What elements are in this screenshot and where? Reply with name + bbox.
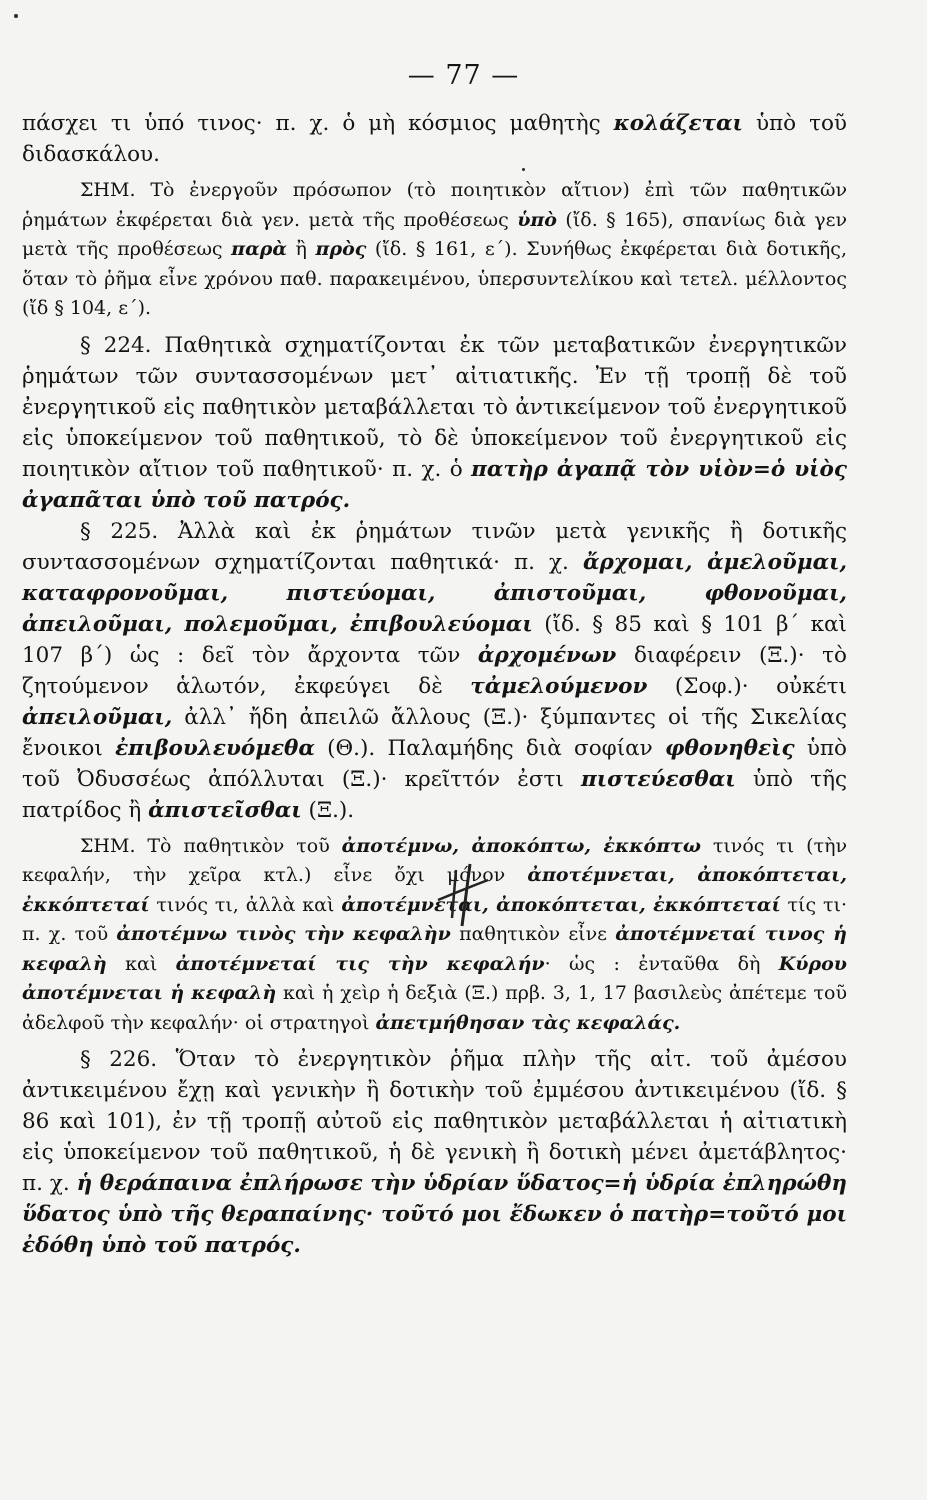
note-paragraph: ΣΗΜ. Τὸ ἐνεργοῦν πρόσωπον (τὸ ποιητικὸν αἴτιον) ἐπὶ τῶν παθητικῶν ῥημάτων ἐκφέρεται διὰ γεν. μετὰ τῆς προθέσεως ὑπὸ (ἴδ. § 165), σπανίως διὰ γεν μετὰ τῆς προθέσεως παρὰ ἢ πρὸς (ἴδ. § 161, ε΄). Συνήθως ἐκφέρεται διὰ δοτικῆς, ὅταν τὸ ῥῆμα εἶνε χρόνου παθ. παρακειμένου, ὑπερσυντελίκου καὶ τετελ. μέλλοντος (ἴδ § 104, ε΄). [22, 179, 847, 319]
page-number: — 77 — [407, 60, 520, 91]
section-225-paragraph: § 225. Ἀλλὰ καὶ ἐκ ῥημάτων τινῶν μετὰ γενικῆς ἢ δοτικῆς συντασσομένων σχηματίζονται παθητικά· π. χ. ἄρχομαι, ἀμελοῦμαι, καταφρονοῦμαι, πιστεύομαι, ἀπιστοῦμαι, φθονοῦμαι, ἀπειλοῦμαι, πολεμοῦμαι, ἐπιβουλεύομαι (ἴδ. § 85 καὶ § 101 β΄ καὶ 107 β΄) ὡς : δεῖ τὸν ἄρχοντα τῶν ἀρχομένων διαφέρειν (Ξ.)· τὸ ζητούμενον ἁλωτόν, ἐκφεύγει δὲ τἀμελούμενον (Σοφ.)· οὐκέτι ἀπειλοῦμαι, ἀλλ᾽ ἤδη ἀπειλῶ ἄλλους (Ξ.)· ξύμπαντες οἱ τῆς Σικελίας ἔνοικοι ἐπιβουλευόμεθα (Θ.). Παλαμήδης διὰ σοφίαν φθονηθεὶς ὑπὸ τοῦ Ὀδυσσέως ἀπόλλυται (Ξ.)· κρεῖττόν ἐστι πιστεύεσθαι ὑπὸ τῆς πατρίδος ἢ ἀπιστεῖσθαι (Ξ.). [22, 518, 847, 823]
handwritten-mark-icon [432, 860, 492, 930]
ink-speck [522, 168, 525, 171]
paragraph-continuation: πάσχει τι ὑπό τινος· π. χ. ὁ μὴ κόσμιος μαθητὴς κολάζεται ὑπὸ τοῦ διδασκάλου. [22, 111, 847, 167]
ink-speck [14, 14, 18, 18]
note-paragraph-2: ΣΗΜ. Τὸ παθητικὸν τοῦ ἀποτέμνω, ἀποκόπτω, ἐκκόπτω τινός τι (τὴν κεφαλήν, τὴν χεῖρα κτλ.) εἶνε ὄχι μόνον ἀποτέμνεται, ἀποκόπτεται, ἐκκόπτεταί τινός τι, ἀλλὰ καὶ ἀποτέμνεται, ἀποκόπτεται, ἐκκόπτεταί τίς τι· π. χ. τοῦ ἀποτέμνω τινὸς τὴν κεφαλὴν παθητικὸν εἶνε ἀποτέμνεταί τινος ἡ κεφαλὴ καὶ ἀποτέμνεταί τις τὴν κεφαλήν· ὡς : ἐνταῦθα δὴ Κύρου ἀποτέμνεται ἡ κεφαλὴ καὶ ἡ χεὶρ ἡ δεξιὰ (Ξ.) πρβ. 3, 1, 17 βασιλεὺς ἀπέτεμε τοῦ ἀδελφοῦ τὴν κεφαλήν· οἱ στρατηγοὶ ἀπετμήθησαν τὰς κεφαλάς. [22, 834, 848, 1034]
section-224-paragraph: § 224. Παθητικὰ σχηματίζονται ἐκ τῶν μεταβατικῶν ἐνεργητικῶν ῥημάτων τῶν συντασσομένων μετ᾽ αἰτιατικῆς. Ἐν τῇ τροπῇ δὲ τοῦ ἐνεργητικοῦ εἰς παθητικὸν μεταβάλλεται τὸ ἀντικείμενον τοῦ ἐνεργητικοῦ εἰς ὑποκείμενον τοῦ παθητικοῦ, τὸ δὲ ὑποκείμενον τοῦ ἐνεργητικοῦ εἰς ποιητικὸν αἴτιον τοῦ παθητικοῦ· π. χ. ὁ πατὴρ ἀγαπᾷ τὸν υἱὸν=ὁ υἱὸς ἀγαπᾶται ὑπὸ τοῦ πατρός. [22, 332, 847, 513]
section-226-paragraph: § 226. Ὅταν τὸ ἐνεργητικὸν ῥῆμα πλὴν τῆς αἰτ. τοῦ ἀμέσου ἀντικειμένου ἔχῃ καὶ γενικὴν ἢ δοτικὴν τοῦ ἐμμέσου ἀντικειμένου (ἴδ. § 86 καὶ 101), ἐν τῇ τροπῇ αὐτοῦ εἰς παθητικὸν μεταβάλλεται ἡ αἰτιατικὴ εἰς ὑποκείμενον τοῦ παθητικοῦ, ἡ δὲ γενικὴ ἢ δοτικὴ μένει ἀμετάβλητος· π. χ. ἡ θεράπαινα ἐπλήρωσε τὴν ὑδρίαν ὕδατος=ἡ ὑδρία ἐπληρώθη ὕδατος ὑπὸ τῆς θεραπαίνης· τοῦτό μοι ἔδωκεν ὁ πατὴρ=τοῦτό μοι ἐδόθη ὑπὸ τοῦ πατρός. [22, 1047, 847, 1258]
body-text [22, 108, 847, 1261]
